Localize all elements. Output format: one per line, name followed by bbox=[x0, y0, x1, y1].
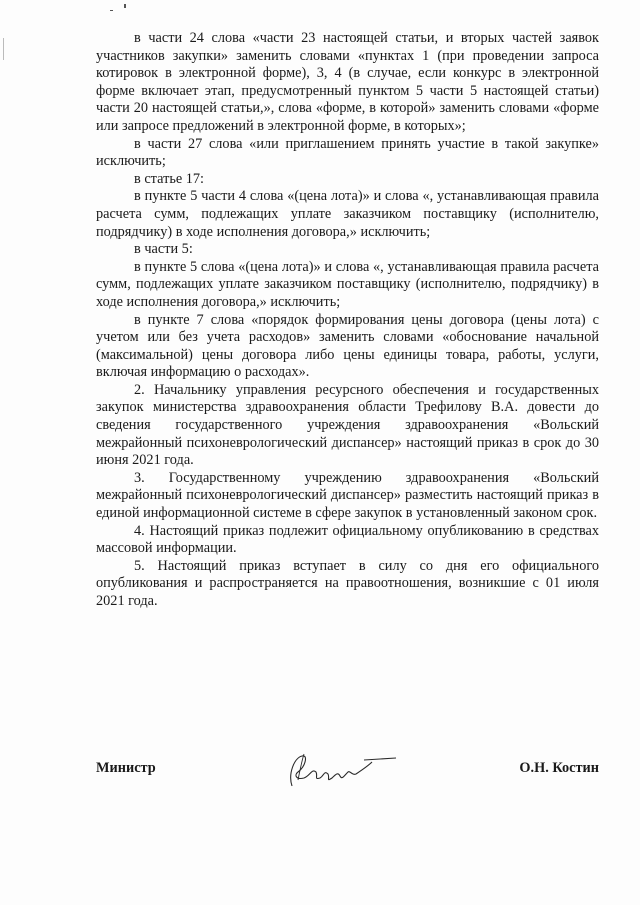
paragraph-item-5: 5. Настоящий приказ вступает в силу со дня его официального опубликования и распространяется на правоотношения, возникшие с 01 июля 2021 года. bbox=[96, 557, 599, 609]
paragraph-item-4: 4. Настоящий приказ подлежит официальному опубликованию в средствах массовой информации. bbox=[96, 522, 599, 557]
paragraph-article-17-part-4: в пункте 5 части 4 слова «(цена лота)» и слова «, устанавливающая правила расчета сумм, подлежащих уплате заказчиком поставщику (исполнителю, подрядчику) в ходе исполнения договора,» исключить; bbox=[96, 188, 599, 240]
paragraph-item-2: 2. Начальнику управления ресурсного обеспечения и государственных закупок министерства здравоохранения области Трефилову В.А. довести до сведения государственного учреждения здравоохранения «Вольский межрайонный психоневрологический диспансер» настоящий приказ в срок до 30 июня 2021 года. bbox=[96, 381, 599, 469]
signature-block bbox=[96, 754, 599, 794]
document-body bbox=[96, 30, 599, 611]
handwritten-signature bbox=[284, 750, 404, 790]
signatory-name: О.Н. Костин bbox=[519, 760, 599, 776]
paragraph-article-17: в статье 17: bbox=[134, 170, 205, 187]
signatory-title: Министр bbox=[96, 760, 156, 776]
paragraph-part-5: в части 5: bbox=[134, 241, 193, 258]
scan-artifact bbox=[124, 4, 126, 8]
paragraph-part-27: в части 27 слова «или приглашением принять участие в такой закупке» исключить; bbox=[96, 135, 599, 170]
paragraph-part-24: в части 24 слова «части 23 настоящей статьи, и вторых частей заявок участников закупки» заменить словами «пунктах 1 (при проведении запроса котировок в электронной форме), 3, 4 (в случае, если конкурс в электронной форме включает этап, предусмотренный пунктом 5 части 5 настоящей статьи) части 20 настоящей статьи,», слова «форме, в которой» заменить словами «форме или запросе предложений в электронной форме, в которых»; bbox=[96, 30, 599, 134]
paragraph-part-5-item-5: в пункте 5 слова «(цена лота)» и слова «, устанавливающая правила расчета сумм, подлежащих уплате заказчиком поставщику (исполнителю, подрядчику) в ходе исполнения договора,» исключить; bbox=[96, 258, 599, 310]
paragraph-part-5-item-7: в пункте 7 слова «порядок формирования цены договора (цены лота) с учетом или без учета расходов» заменить словами «обоснование начальной (максимальной) цены договора либо цены единицы товара, работы, услуги, включая информацию о расходах». bbox=[96, 311, 599, 381]
paragraph-item-3: 3. Государственному учреждению здравоохранения «Вольский межрайонный психоневрологический диспансер» разместить настоящий приказ в единой информационной системе в сфере закупок в установленный законом срок. bbox=[96, 469, 599, 522]
scan-artifact bbox=[3, 38, 4, 60]
scan-artifact bbox=[110, 10, 113, 11]
